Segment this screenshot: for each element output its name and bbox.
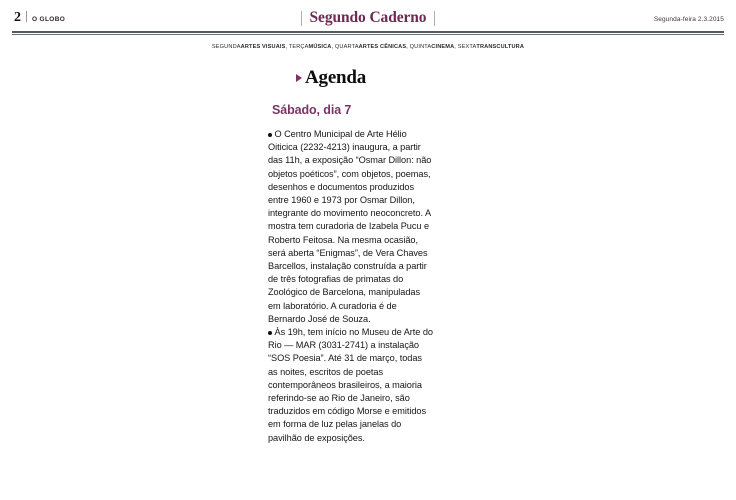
page-number: 2: [14, 10, 21, 25]
header-rule-thin: [12, 34, 724, 35]
week-rail-item: [211, 44, 289, 50]
week-rail-separator: ,: [454, 44, 458, 50]
week-rail-topic: ARTES VISUAIS: [240, 44, 286, 50]
agenda-headline: Agenda: [305, 67, 367, 88]
week-rail-separator: ,: [285, 44, 289, 50]
agenda-entry-text: O Centro Municipal de Arte Hélio Oiticica (2232-4213) inaugura, a partir das 11h, a exposição “Osmar Dillon: não objetos poéticos”, com objetos, poemas, desenhos e documentos produzidos entre 1960 e 1973 por Osmar Dillon, integrante do movimento neoconcreto. A mostra tem curadoria de Izabela Pucu e Roberto Feitosa. Na mesma ocasião, será aberta “Enigmas”, de Vera Chaves Barcellos, instalação construída a partir de três fotografias de primatas do Zoológico de Barcelona, manipuladas em laboratório. A curadoria é de Bernardo José de Souza.: [268, 129, 432, 324]
week-rail-day: QUARTA: [334, 44, 359, 50]
week-rail-day: TERÇA: [288, 44, 309, 50]
newspaper-brand: O GLOBO: [32, 16, 66, 23]
week-rail-day: SEXTA: [457, 44, 477, 50]
week-rail-item: [458, 44, 524, 50]
section-title: Segundo Caderno: [309, 9, 427, 26]
week-rail-topic: CINEMA: [431, 44, 455, 50]
agenda-headline-group: [296, 68, 434, 87]
agenda-entry: [268, 326, 434, 445]
week-rail-topic: MÚSICA: [308, 44, 332, 50]
agenda-body: [268, 128, 434, 445]
masthead-center: [0, 9, 736, 31]
publication-date: Segunda-feira 2.3.2015: [653, 16, 724, 23]
agenda-entry: [268, 128, 434, 326]
week-rail-topic: ARTES CÊNICAS: [358, 44, 407, 50]
week-rail-item: [409, 44, 458, 50]
round-bullet-icon: [268, 331, 272, 335]
week-rail-topic: TRANSCULTURA: [476, 44, 525, 50]
week-rail-day: SEGUNDA: [211, 44, 241, 50]
week-rail-item: [288, 44, 335, 50]
header-double-rule: [12, 31, 724, 35]
week-rail-day: QUINTA: [409, 44, 432, 50]
section-title-group: [301, 9, 436, 27]
round-bullet-icon: [268, 133, 272, 137]
weekly-topics-rail: [0, 44, 736, 50]
section-title-rule-left: [301, 11, 302, 26]
agenda-column: [268, 68, 434, 445]
agenda-entry-text: Às 19h, tem início no Museu de Arte do Rio — MAR (3031-2741) a instalação “SOS Poesia”. Até 31 de março, todas as noites, escritos de poetas contemporâneos brasileiros, a maioria referindo-se ao Rio de Janeiro, são traduzidos em código Morse e emitidos em forma de luz pelas janelas do pavilhão de exposições.: [268, 327, 433, 443]
triangle-bullet-icon: [296, 74, 302, 82]
week-rail-separator: ,: [331, 44, 335, 50]
week-rail-separator: ,: [406, 44, 410, 50]
day-heading: Sábado, dia 7: [272, 103, 352, 117]
week-rail-item: [335, 44, 406, 50]
section-title-rule-right: [434, 11, 435, 26]
